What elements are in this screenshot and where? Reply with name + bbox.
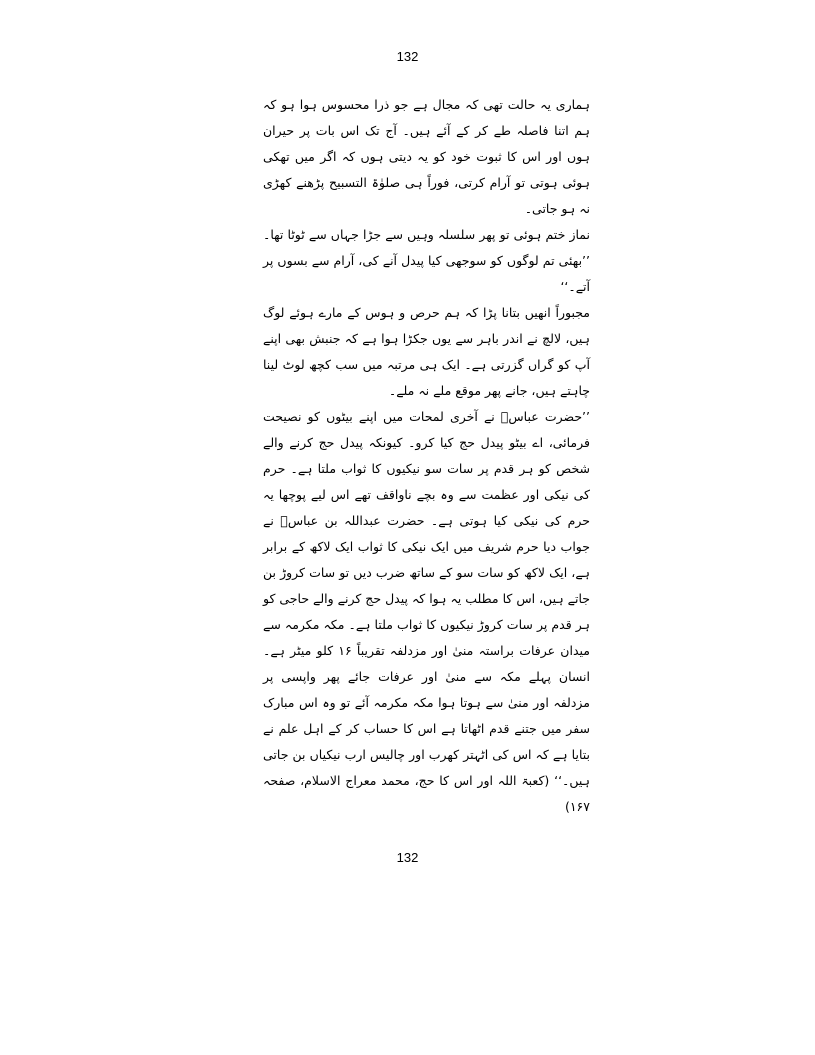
paragraph-2: نماز ختم ہوئی تو پھر سلسلہ وہیں سے جڑا جہاں سے ٹوٹا تھا۔ ’’بھئی تم لوگوں کو سوجھی کیا پیدل آنے کی، آرام سے بسوں پر آتے۔‘‘ bbox=[263, 227, 590, 294]
paragraph-3: مجبوراً انھیں بتانا پڑا کہ ہم حرص و ہوس کے مارے ہوئے لوگ ہیں، لالچ نے اندر باہر سے یوں جکڑا ہوا ہے کہ جنبش بھی اپنے آپ کو گراں گزرتی ہے۔ ایک ہی مرتبہ میں سب کچھ لوٹ لینا چاہتے ہیں، جانے پھر موقع ملے نہ ملے۔ bbox=[263, 305, 590, 398]
paragraph-4-quote: ’’حضرت عباسؓ نے آخری لمحات میں اپنے بیٹوں کو نصیحت فرمائی، اے بیٹو پیدل حج کیا کرو۔ کیونکہ پیدل حج کرنے والے شخص کو ہر قدم پر سات سو نیکیوں کا ثواب ملتا ہے۔ حرم کی نیکی اور عظمت سے وہ بچے ناواقف تھے اس لیے پوچھا یہ حرم کی نیکی کیا ہوتی ہے۔ حضرت عبداللہ بن عباسؓ نے جواب دیا حرم شریف میں ایک نیکی کا ثواب ایک لاکھ کے برابر ہے، ایک لاکھ کو سات سو کے ساتھ ضرب دیں تو سات کروڑ بن جاتے ہیں، اس کا مطلب یہ ہوا کہ پیدل حج کرنے والے حاجی کو ہر قدم پر سات کروڑ نیکیوں کا ثواب ملتا ہے۔ مکہ مکرمہ سے میدان عرفات براستہ منیٰ اور مزدلفہ تقریباً ۱۶ کلو میٹر ہے۔ انسان پہلے مکہ سے منیٰ اور عرفات جائے پھر واپسی پر مزدلفہ اور منیٰ سے ہوتا ہوا مکہ مکرمہ آئے تو وہ اس مبارک سفر میں جتنے قدم اٹھاتا ہے اس کا حساب کر کے اہل علم نے بتایا ہے کہ اس کی اٹہتر کھرب اور چالیس ارب نیکیاں بن جاتی ہیں۔‘‘ (کعبۃ اللہ اور اس کا حج، محمد معراج الاسلام، صفحہ ۱۶۷) bbox=[263, 409, 590, 814]
paragraph-1: ہماری یہ حالت تھی کہ مجال ہے جو ذرا محسوس ہوا ہو کہ ہم اتنا فاصلہ طے کر کے آئے ہیں۔ آج تک اس بات پر حیران ہوں اور اس کا ثبوت خود کو یہ دیتی ہوں کہ اگر میں تھکی ہوئی ہوتی تو آرام کرتی، فوراً ہی صلوٰۃ التسبیح پڑھنے کھڑی نہ ہو جاتی۔ bbox=[263, 97, 590, 216]
page-number-top: 132 bbox=[396, 49, 419, 64]
page-number-bottom: 132 bbox=[396, 850, 419, 865]
body-text bbox=[263, 92, 590, 820]
